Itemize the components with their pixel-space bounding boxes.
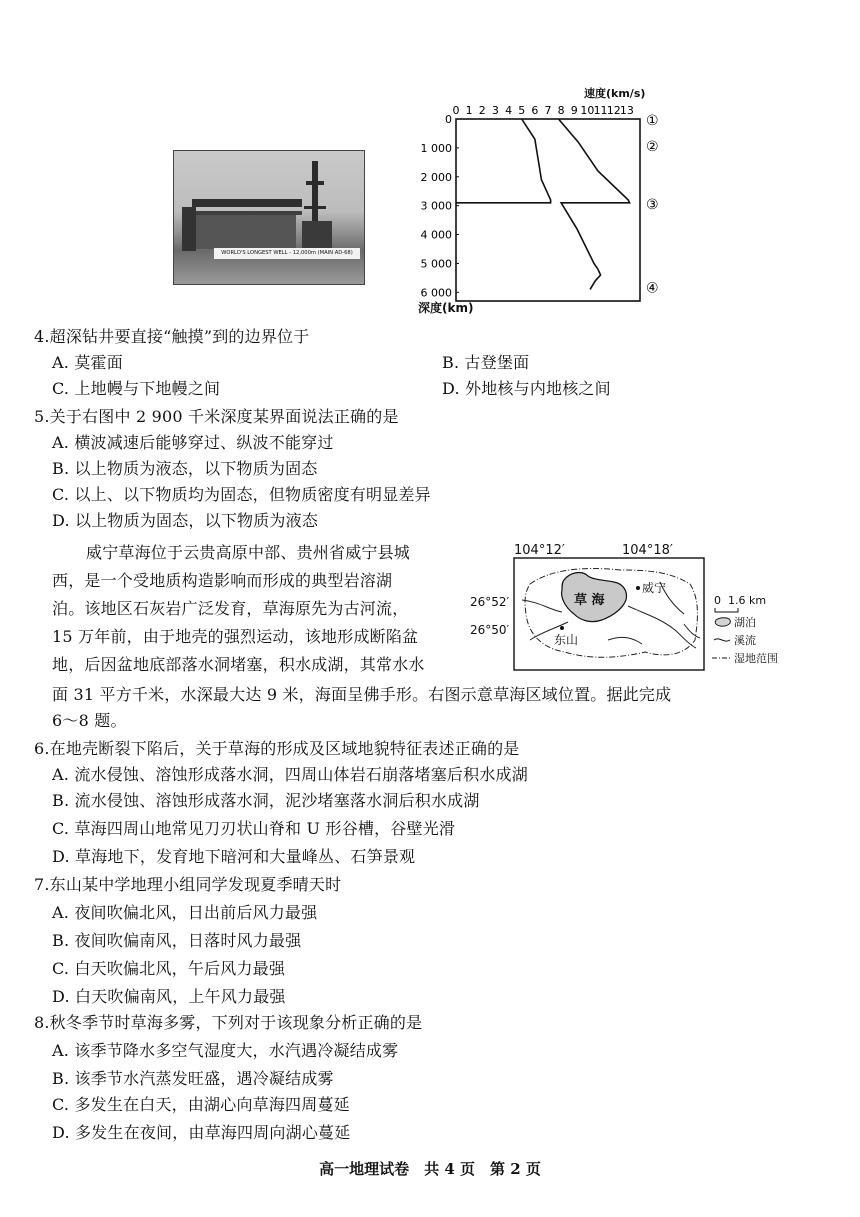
q8-option-b: B. 该季节水汽蒸发旺盛，遇冷凝结成雾 — [52, 1069, 334, 1088]
y-tick-label: 6 000 — [420, 286, 452, 300]
velocity-unit-label: 速度(km/s) — [584, 87, 646, 100]
q8-option-c: C. 多发生在白天，由湖心向草海四周蔓延 — [52, 1095, 350, 1114]
q7-option-a: A. 夜间吹偏北风，日出前后风力最强 — [52, 903, 318, 922]
q4-option-a: A. 莫霍面 — [52, 353, 123, 372]
x-tick-label: 8 — [557, 104, 565, 117]
q6-option-b: B. 流水侵蚀、溶蚀形成落水洞，泥沙堵塞落水洞后积水成湖 — [52, 791, 480, 810]
q5-option-b: B. 以上物质为液态，以下物质为固态 — [52, 459, 318, 478]
s-wave-line — [456, 119, 551, 203]
q8-option-d: D. 多发生在夜间，由草海四周向湖心蔓延 — [52, 1123, 351, 1142]
q4-option-d: D. 外地核与内地核之间 — [442, 379, 611, 398]
x-tick-label: 0 — [452, 104, 460, 117]
scale-value: 1.6 km — [728, 594, 767, 607]
x-tick-label: 4 — [505, 104, 513, 117]
q7-option-d: D. 白天吹偏南风，上午风力最强 — [52, 987, 286, 1006]
weining-dot — [636, 586, 640, 590]
passage-line-5: 地，后因盆地底部落水洞堵塞，积水成湖，其常水水 — [52, 655, 425, 674]
q5-option-d: D. 以上物质为固态，以下物质为液态 — [52, 511, 319, 530]
map-lat-bottom: 26°50′ — [470, 623, 510, 637]
boundary-marker: ① — [646, 113, 659, 129]
q7-option-c: C. 白天吹偏北风，午后风力最强 — [52, 959, 286, 978]
q6-option-d: D. 草海地下，发育地下暗河和大量峰丛、石笋景观 — [52, 847, 416, 866]
rig-banner: WORLD'S LONGEST WELL - 12,000m (MAIN AD-68) — [214, 248, 360, 259]
weining-label: 威宁 — [642, 581, 667, 595]
y-tick-label: 2 000 — [420, 170, 452, 184]
question-7-stem: 7.东山某中学地理小组同学发现夏季晴天时 — [34, 875, 342, 894]
passage-line-3: 泊。该地区石灰岩广泛发育，草海原先为古河流， — [52, 599, 409, 618]
map-lon-right: 104°18′ — [622, 543, 673, 558]
q4-option-b: B. 古登堡面 — [442, 353, 530, 372]
x-tick-label: 13 — [619, 104, 634, 117]
q5-option-a: A. 横波减速后能够穿过、纵波不能穿过 — [52, 433, 334, 452]
dongshan-label: 东山 — [554, 633, 579, 647]
y-tick-label: 4 000 — [420, 228, 452, 242]
passage-line-4: 15 万年前，由于地壳的强烈运动，该地形成断陷盆 — [52, 627, 419, 646]
y-tick-label: 1 000 — [420, 141, 452, 155]
question-5-stem: 5.关于右图中 2 900 千米深度某界面说法正确的是 — [34, 407, 399, 426]
passage-line-2: 西，是一个受地质构造影响而形成的典型岩溶湖 — [52, 571, 393, 590]
x-tick-label: 2 — [478, 104, 486, 117]
question-8-stem: 8.秋冬季节时草海多雾，下列对于该现象分析正确的是 — [34, 1013, 423, 1032]
passage-line-6: 面 31 平方千米，水深最大达 9 米，海面呈佛手形。右图示意草海区域位置。据此完成 — [52, 685, 672, 704]
dongshan-dot — [560, 626, 564, 630]
y-tick-label: 0 — [445, 113, 452, 126]
scale-bar — [715, 608, 738, 612]
legend-stream-label: 溪流 — [734, 634, 756, 647]
x-tick-label: 3 — [491, 104, 499, 117]
x-tick-label: 5 — [518, 104, 526, 117]
x-tick-label: 9 — [570, 104, 578, 117]
chart-frame — [456, 119, 640, 301]
y-tick-label: 3 000 — [420, 199, 452, 213]
legend-lake-label: 湖泊 — [734, 616, 756, 629]
q6-option-c: C. 草海四周山地常见刀刃状山脊和 U 形谷槽，谷壁光滑 — [52, 819, 456, 838]
question-6-stem: 6.在地壳断裂下陷后，关于草海的形成及区域地貌特征表述正确的是 — [34, 739, 520, 758]
x-tick-label: 6 — [531, 104, 539, 117]
q6-option-a: A. 流水侵蚀、溶蚀形成落水洞，四周山体岩石崩落堵塞后积水成湖 — [52, 765, 528, 784]
map-lat-top: 26°52′ — [470, 595, 510, 609]
x-tick-label: 12 — [606, 104, 621, 117]
p-wave-line — [559, 119, 630, 289]
x-tick-label: 7 — [544, 104, 552, 117]
x-tick-label: 10 — [580, 104, 595, 117]
passage-line-7: 6～8 题。 — [52, 711, 127, 730]
x-tick-label: 11 — [593, 104, 608, 117]
question-4-stem: 4.超深钻井要直接“触摸”到的边界位于 — [34, 327, 310, 346]
map-lon-left: 104°12′ — [514, 543, 565, 558]
scale-zero: 0 — [714, 594, 721, 607]
q8-option-a: A. 该季节降水多空气湿度大，水汽遇冷凝结成雾 — [52, 1041, 399, 1060]
caohai-location-map — [470, 540, 800, 680]
q5-option-c: C. 以上、以下物质均为固态，但物质密度有明显差异 — [52, 485, 431, 504]
depth-axis-label: 深度(km) — [418, 301, 474, 315]
legend-stream-icon — [714, 639, 730, 641]
y-tick-label: 5 000 — [420, 257, 452, 271]
x-tick-label: 1 — [465, 104, 473, 117]
seismic-velocity-chart — [418, 84, 688, 320]
boundary-marker: ③ — [646, 196, 659, 213]
passage-line-1: 威宁草海位于云贵高原中部、贵州省威宁县城 — [86, 543, 411, 562]
boundary-marker: ② — [646, 139, 659, 155]
q7-option-b: B. 夜间吹偏南风，日落时风力最强 — [52, 931, 302, 950]
legend-lake-icon — [715, 618, 730, 626]
drilling-rig-photo — [173, 150, 365, 285]
boundary-marker: ④ — [646, 280, 659, 297]
q4-option-c: C. 上地幔与下地幔之间 — [52, 379, 221, 398]
page-footer: 高一地理试卷 共 4 页 第 2 页 — [319, 1160, 541, 1178]
lake-label: 草 海 — [574, 593, 605, 608]
legend-wetland-label: 湿地范围 — [734, 652, 778, 665]
